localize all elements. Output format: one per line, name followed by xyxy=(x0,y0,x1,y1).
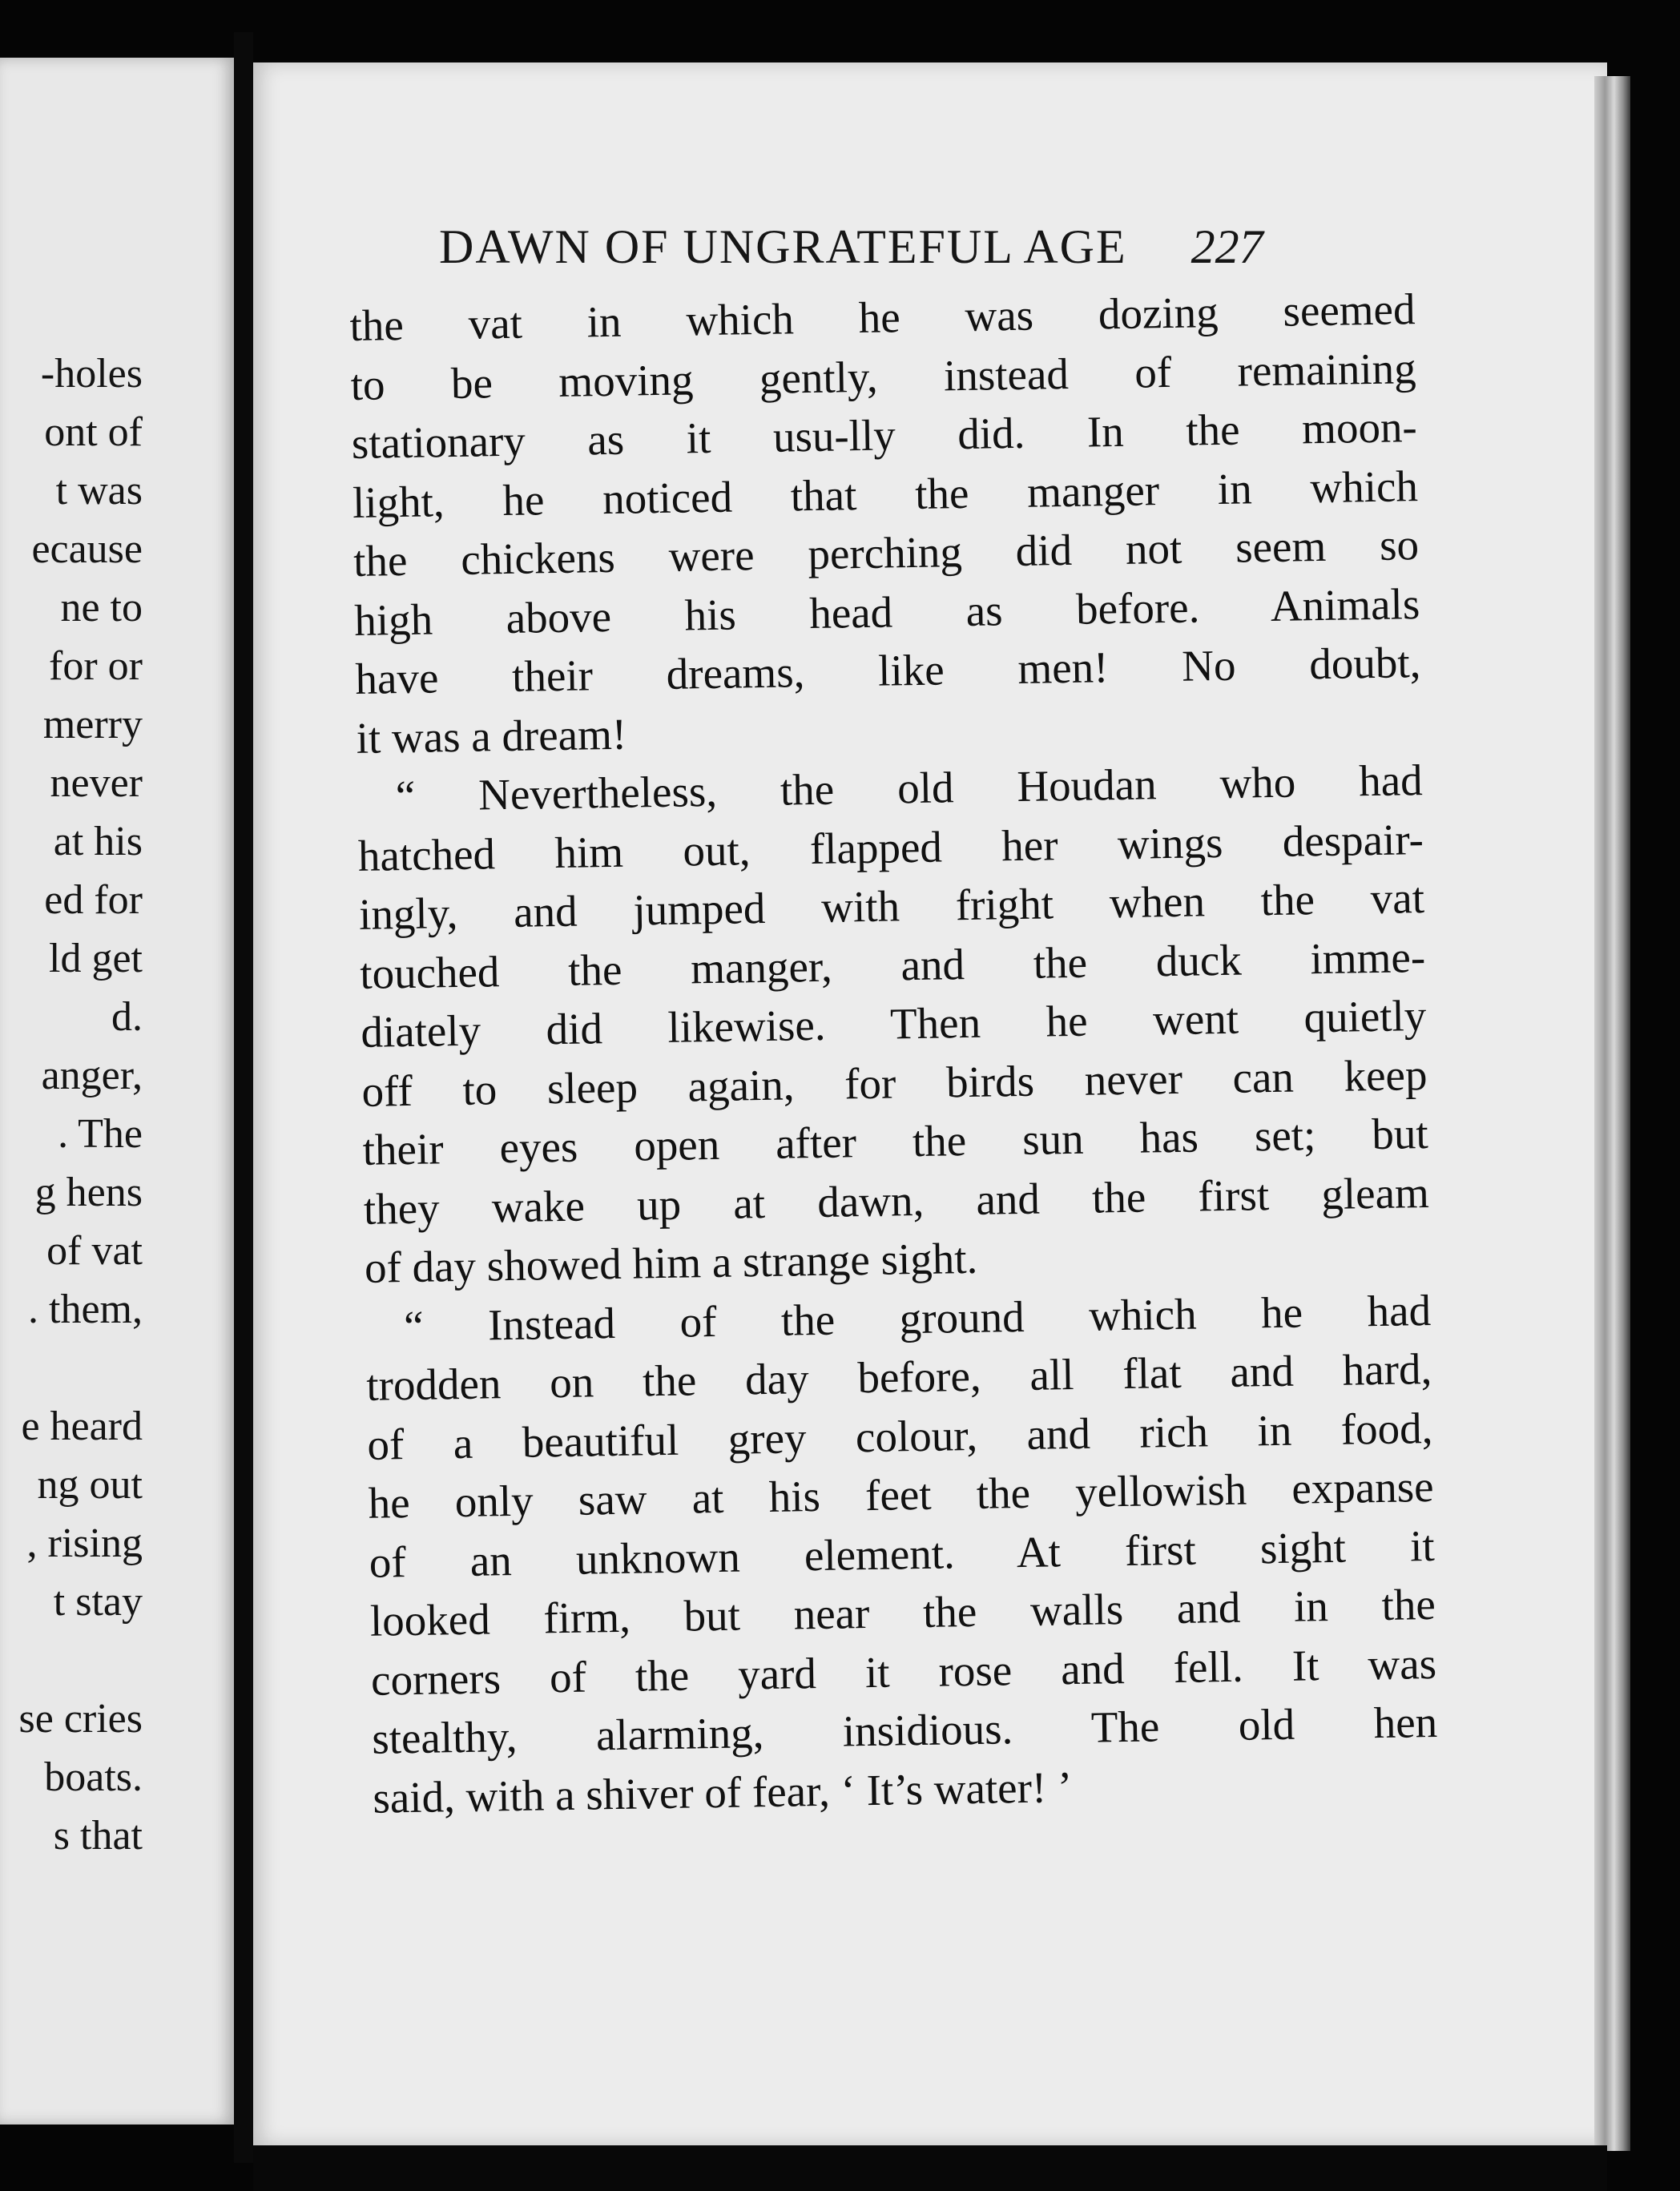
previous-page-line: merry xyxy=(42,702,143,747)
previous-page xyxy=(0,58,234,2125)
body-line: corners of the yard it rose and fell. It was xyxy=(370,1638,1437,1705)
body-line: stationary as it usu-lly did. In the moon- xyxy=(351,402,1418,468)
body-line: they wake up at dawn, and the first gleam xyxy=(363,1167,1430,1234)
previous-page-line: ont of xyxy=(44,409,143,455)
body-line: the chickens were perching did not seem so xyxy=(353,520,1420,586)
book-gutter xyxy=(234,32,253,2163)
body-line: it was a dream! xyxy=(356,709,627,763)
previous-page-line: ecause xyxy=(31,526,143,572)
body-line: diately did likewise. Then he went quietly xyxy=(360,990,1427,1057)
previous-page-text xyxy=(19,344,143,1865)
previous-page-line: se cries xyxy=(18,1696,143,1742)
body-line: of an unknown element. At first sight it xyxy=(369,1520,1436,1587)
previous-page-line: at his xyxy=(53,819,143,864)
running-title: DAWN OF UNGRATEFUL AGE xyxy=(439,220,1127,273)
body-text xyxy=(349,280,1439,1827)
previous-page-line: for or xyxy=(49,643,143,689)
previous-page-line: anger, xyxy=(41,1053,143,1098)
previous-page-line: t was xyxy=(55,468,143,514)
previous-page-line: d. xyxy=(111,994,143,1040)
previous-page-line: . The xyxy=(58,1111,143,1157)
body-line: light, he noticed that the manger in which xyxy=(352,461,1419,527)
body-line: their eyes open after the sun has set; but xyxy=(362,1108,1429,1174)
body-line: touched the manger, and the duck imme- xyxy=(359,932,1426,998)
previous-page-line: of vat xyxy=(46,1228,143,1274)
previous-page-line: , rising xyxy=(26,1520,143,1566)
body-line: to be moving gently, instead of remaining xyxy=(350,343,1417,409)
body-line: off to sleep again, for birds never can keep xyxy=(361,1049,1428,1116)
previous-page-line: ne to xyxy=(60,585,143,630)
body-line: hatched him out, flapped her wings despair- xyxy=(357,814,1424,880)
body-line: ingly, and jumped with fright when the vat xyxy=(358,873,1425,939)
previous-page-line: boats. xyxy=(44,1754,143,1800)
previous-page-line: never xyxy=(50,760,143,806)
page-edge xyxy=(1594,76,1630,2151)
body-line: the vat in which he was dozing seemed xyxy=(349,284,1416,350)
previous-page-line: . them, xyxy=(28,1287,143,1332)
previous-page-line: ld get xyxy=(49,936,143,981)
body-line: “ Instead of the ground which he had xyxy=(403,1285,1432,1351)
previous-page-line: ed for xyxy=(44,877,143,923)
body-line: trodden on the day before, all flat and hard, xyxy=(365,1343,1432,1410)
current-page xyxy=(253,62,1607,2145)
body-line: of day showed him a strange sight. xyxy=(364,1233,978,1292)
body-line: said, with a shiver of fear, ‘ It’s water! ’ xyxy=(372,1762,1073,1822)
scan-border xyxy=(253,2145,1607,2191)
body-line: looked firm, but near the walls and in the xyxy=(369,1579,1436,1645)
page-number: 227 xyxy=(1191,220,1263,273)
body-line: he only saw at his feet the yellowish expanse xyxy=(368,1461,1434,1528)
body-line: of a beautiful grey colour, and rich in food, xyxy=(367,1403,1433,1469)
previous-page-line: e heard xyxy=(21,1404,143,1449)
previous-page-line: ng out xyxy=(37,1462,143,1508)
running-head xyxy=(439,220,1577,275)
body-line: stealthy, alarming, insidious. The old hen xyxy=(371,1697,1438,1763)
body-line: high above his head as before. Animals xyxy=(353,578,1420,645)
body-line: “ Nevertheless, the old Houdan who had xyxy=(395,755,1424,821)
previous-page-line: -holes xyxy=(40,351,143,397)
previous-page-line xyxy=(19,1339,143,1397)
previous-page-line: g hens xyxy=(34,1170,143,1215)
previous-page-line: s that xyxy=(53,1813,143,1859)
previous-page-line xyxy=(19,1631,143,1690)
body-line: have their dreams, like men! No doubt, xyxy=(355,638,1421,703)
previous-page-line: t stay xyxy=(53,1579,143,1625)
